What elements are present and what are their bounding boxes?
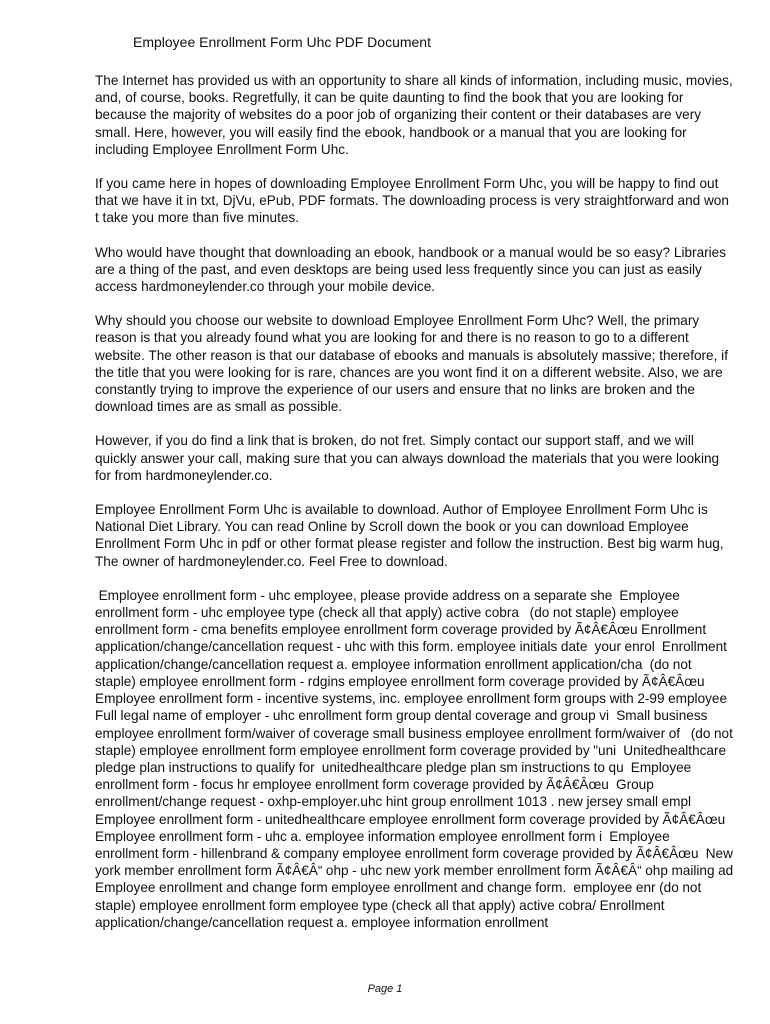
- document-title: Employee Enrollment Form Uhc PDF Document: [133, 34, 431, 50]
- paragraph-download-formats: If you came here in hopes of downloading Employee Enrollment Form Uhc, you will be happy to find out that we have it in txt, DjVu, ePub, PDF formats. The downloading process is very straightforward and won t take you more than five minutes.: [95, 176, 733, 226]
- document-page: [95, 34, 741, 948]
- paragraph-why-choose: Why should you choose our website to download Employee Enrollment Form Uhc? Well, the primary reason is that you already found what you are looking for and there is no reason to go to a different website. The other reason is that our database of ebooks and manuals is absolutely massive; therefore, if the title that you were looking for is rare, chances are you wont find it on a different website. Also, we are constantly trying to improve the experience of our users and ensure that no links are broken and the download times are as small as possible.: [95, 313, 732, 415]
- paragraph-easy-download: Who would have thought that downloading an ebook, handbook or a manual would be so easy? Libraries are a thing of the past, and even desktops are being used less frequently since you can just as easily access hardmoneylender.co through your mobile device.: [95, 244, 730, 295]
- page-number: Page 1: [367, 983, 403, 995]
- paragraph-availability: Employee Enrollment Form Uhc is available to download. Author of Employee Enrollment Form Uhc is National Diet Library. You can read Online by Scroll down the book or you can download Employee Enrollment Form Uhc in pdf or other format please register and follow the instruction. Best big warm hug, The owner of hardmoneylender.co. Feel Free to download.: [95, 502, 728, 569]
- paragraph-related-forms: Employee enrollment form - uhc employee, please provide address on a separate she Employee enrollment form - uhc employee type (check all that apply) active cobra (do not staple) employee enrollment form - cma benefits employee enrollment form coverage provided by Ã¢Â€Âœu Enrollment application/change/cancellation request - uhc with this form. employee initials date your enrol Enrollment application/change/cancellation request a. employee information enrollment application/cha (do not staple) employee enrollment form - rdgins employee enrollment form coverage provided by Ã¢Â€Âœu Employee enrollment form - incentive systems, inc. employee enrollment form groups with 2-99 employee Full legal name of employer - uhc enrollment form group dental coverage and group vi Small business employee enrollment form/waiver of coverage small business employee enrollment form/waiver of (do not staple) employee enrollment form employee enrollment form coverage provided by "uni Unitedhealthcare pledge plan instructions to qualify for unitedhealthcare pledge plan sm instructions to qu Employee enrollment form - focus hr employee enrollment form coverage provided by Ã¢Â€Âœu Group enrollment/change request - oxhp-employer.uhc hint group enrollment 1013 . new jersey small empl Employee enrollment form - unitedhealthcare employee enrollment form coverage provided by Ã¢Â€Âœu Employee enrollment form - uhc a. employee information employee enrollment form i Employee enrollment form - hillenbrand & company employee enrollment form coverage provided by Ã¢Â€Âœu New york member enrollment form Ã¢Â€Â“ ohp - uhc new york member enrollment form Ã¢Â€Â“ ohp mailing ad Employee enrollment and change form employee enrollment and change form. employee enr (do not staple) employee enrollment form employee type (check all that apply) active cobra/ Enrollment application/change/cancellation request a. employee information enrollment: [95, 587, 741, 930]
- paragraph-broken-link: However, if you do find a link that is broken, do not fret. Simply contact our support staff, and we will quickly answer your call, making sure that you can always download the materials that you were looking for from hardmoneylender.co.: [95, 433, 723, 483]
- paragraph-intro: The Internet has provided us with an opportunity to share all kinds of information, including music, movies, and, of course, books. Regretfully, it can be quite daunting to find the book that you are looking for because the majority of websites do a poor job of organizing their content or their databases are very small. Here, however, you will easily find the ebook, handbook or a manual that you are looking for including Employee Enrollment Form Uhc.: [95, 73, 737, 157]
